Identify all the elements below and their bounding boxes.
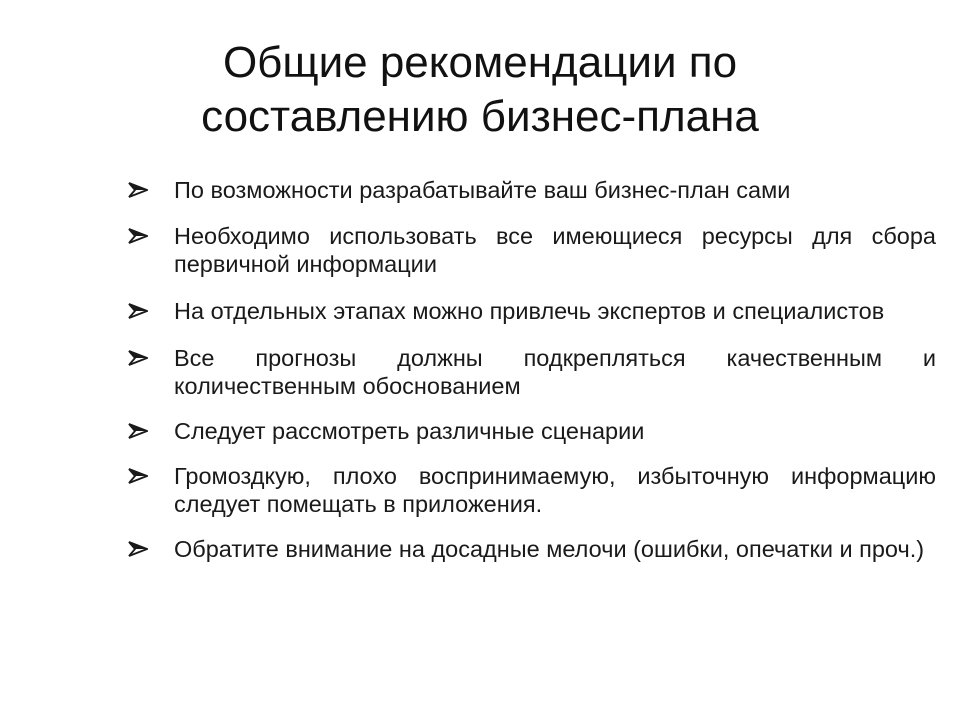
list-item	[128, 176, 936, 204]
slide-title: Общие рекомендации по составлению бизнес-плана	[201, 38, 759, 141]
list-item	[128, 462, 936, 518]
bullet-text: На отдельных этапах можно привлечь экспертов и специалистов	[174, 298, 885, 324]
bullet-list	[128, 176, 936, 581]
bullet-text: Необходимо использовать все имеющиеся ресурсы для сбора первичной информации	[174, 223, 936, 277]
bullet-text: По возможности разрабатывайте ваш бизнес-план сами	[174, 177, 791, 203]
arrowhead-bullet-icon	[128, 535, 150, 563]
arrowhead-bullet-icon	[128, 462, 150, 490]
arrowhead-bullet-icon	[128, 344, 150, 372]
bullet-text: Обратите внимание на досадные мелочи (ошибки, опечатки и проч.)	[174, 536, 925, 562]
bullet-text: Громоздкую, плохо воспринимаемую, избыточную информацию следует помещать в приложения.	[174, 463, 936, 517]
bullet-text: Все прогнозы должны подкрепляться качественным и количественным обоснованием	[174, 345, 936, 399]
arrowhead-bullet-icon	[128, 417, 150, 445]
list-item	[128, 535, 936, 563]
arrowhead-bullet-icon	[128, 176, 150, 204]
bullet-text: Следует рассмотреть различные сценарии	[174, 418, 645, 444]
arrowhead-bullet-icon	[128, 297, 150, 325]
list-item	[128, 297, 936, 325]
arrowhead-bullet-icon	[128, 222, 150, 250]
list-item	[128, 344, 936, 400]
list-item	[128, 417, 936, 445]
list-item	[128, 222, 936, 278]
